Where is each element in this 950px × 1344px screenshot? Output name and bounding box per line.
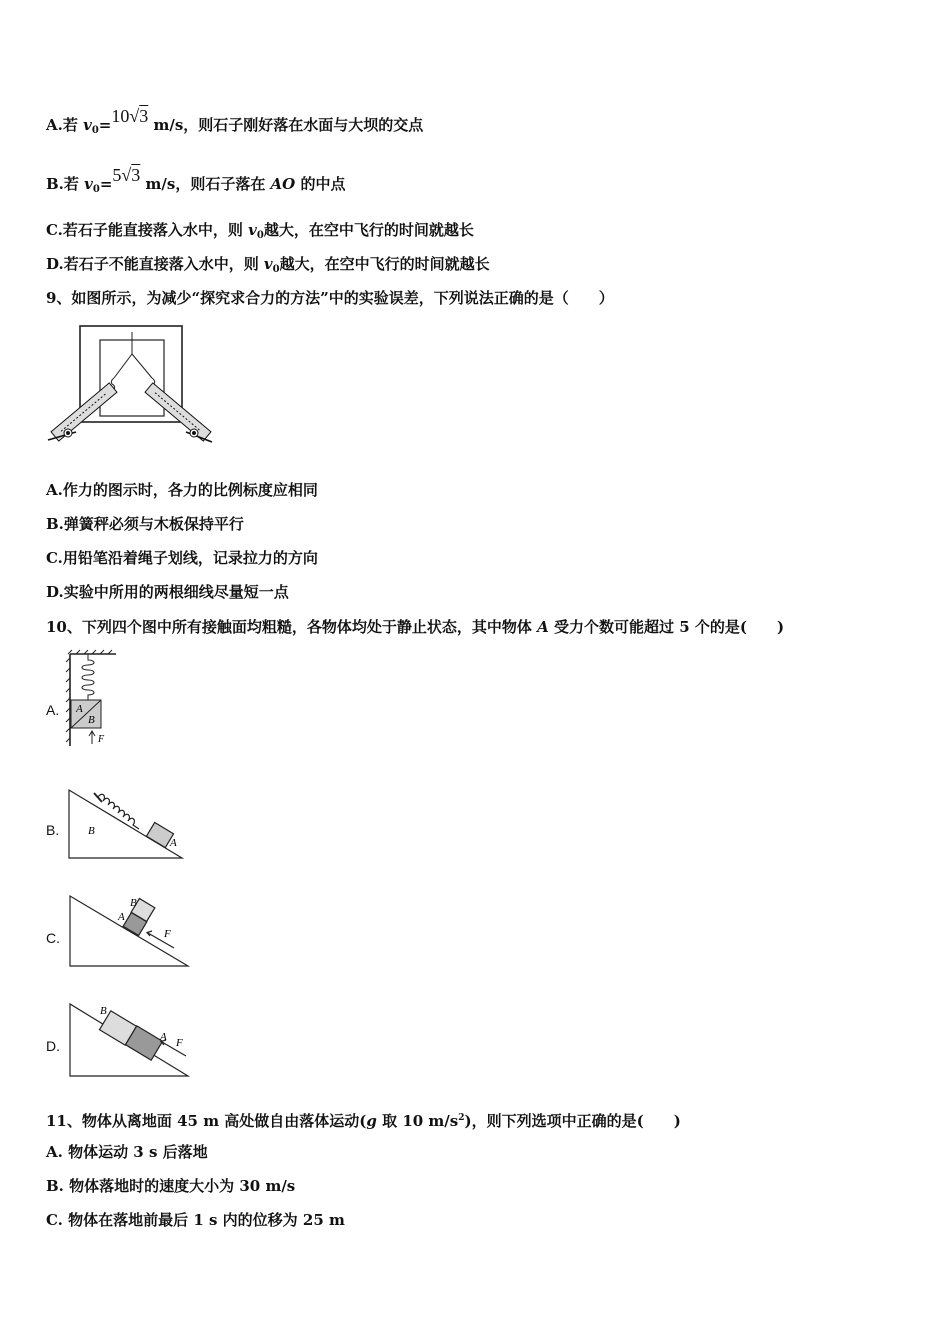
- q10a-letter-f: F: [98, 734, 105, 745]
- q10-figure-c: [66, 894, 192, 970]
- q10b-letter-b: B: [88, 825, 95, 837]
- q10d-letter-b: B: [100, 1005, 107, 1017]
- q8-option-a: A.若 $v_0=10√3$ m/s，则石子刚好落在水面与大坝的交点: [46, 106, 424, 136]
- q11-option-c: C. 物体在落地前最后 1 s 内的位移为 25 m: [46, 1211, 345, 1229]
- q10b-letter-a: A: [170, 837, 177, 849]
- q10-stem: 10、下列四个图中所有接触面均粗糙，各物体均处于静止状态，其中物体 A 受力个数可能超过 5 个的是( ): [46, 618, 785, 636]
- q11-option-a: A. 物体运动 3 s 后落地: [46, 1143, 208, 1161]
- q10c-letter-b: B: [130, 897, 137, 909]
- q10d-letter-a: A: [160, 1031, 167, 1043]
- q10-figure-d: [66, 1000, 192, 1082]
- q10-label-a: A.: [46, 702, 60, 718]
- q10c-letter-a: A: [118, 911, 125, 923]
- radical-expression: 5√3: [112, 165, 141, 185]
- radical-expression: 10√3: [111, 106, 149, 126]
- q10a-letter-b: B: [88, 714, 95, 726]
- q8-option-d: D.若石子不能直接落入水中，则 $v_0$越大，在空中飞行的时间就越长: [46, 255, 490, 275]
- q10a-letter-a: A: [76, 703, 83, 715]
- q9-option-d: D.实验中所用的两根细线尽量短一点: [46, 583, 289, 601]
- q10d-letter-f: F: [176, 1037, 183, 1049]
- q8-option-c: C.若石子能直接落入水中，则 $v_0$越大，在空中飞行的时间就越长: [46, 221, 474, 241]
- q10-label-d: D.: [46, 1038, 60, 1054]
- q10-figure-a: [66, 650, 126, 750]
- q8-option-b: B.若 $v_0=5√3$ m/s，则石子落在 AO 的中点: [46, 165, 346, 195]
- q10c-letter-f: F: [164, 928, 171, 940]
- q10-label-c: C.: [46, 930, 60, 946]
- q9-force-board-figure: [46, 320, 216, 450]
- q9-option-a: A.作力的图示时，各力的比例标度应相同: [46, 481, 318, 499]
- q9-option-b: B.弹簧秤必须与木板保持平行: [46, 515, 244, 533]
- q11-option-b: B. 物体落地时的速度大小为 30 m/s: [46, 1177, 296, 1195]
- q9-stem: 9、如图所示，为减少“探究求合力的方法”中的实验误差，下列说法正确的是（ ）: [46, 289, 614, 307]
- q9-option-c: C.用铅笔沿着绳子划线，记录拉力的方向: [46, 549, 318, 567]
- q10-figure-b: [66, 786, 186, 862]
- q11-stem: 11、物体从离地面 45 m 高处做自由落体运动(g 取 10 $m/s^2$)，则下列选项中正确的是( ): [46, 1112, 681, 1130]
- q10-label-b: B.: [46, 822, 60, 838]
